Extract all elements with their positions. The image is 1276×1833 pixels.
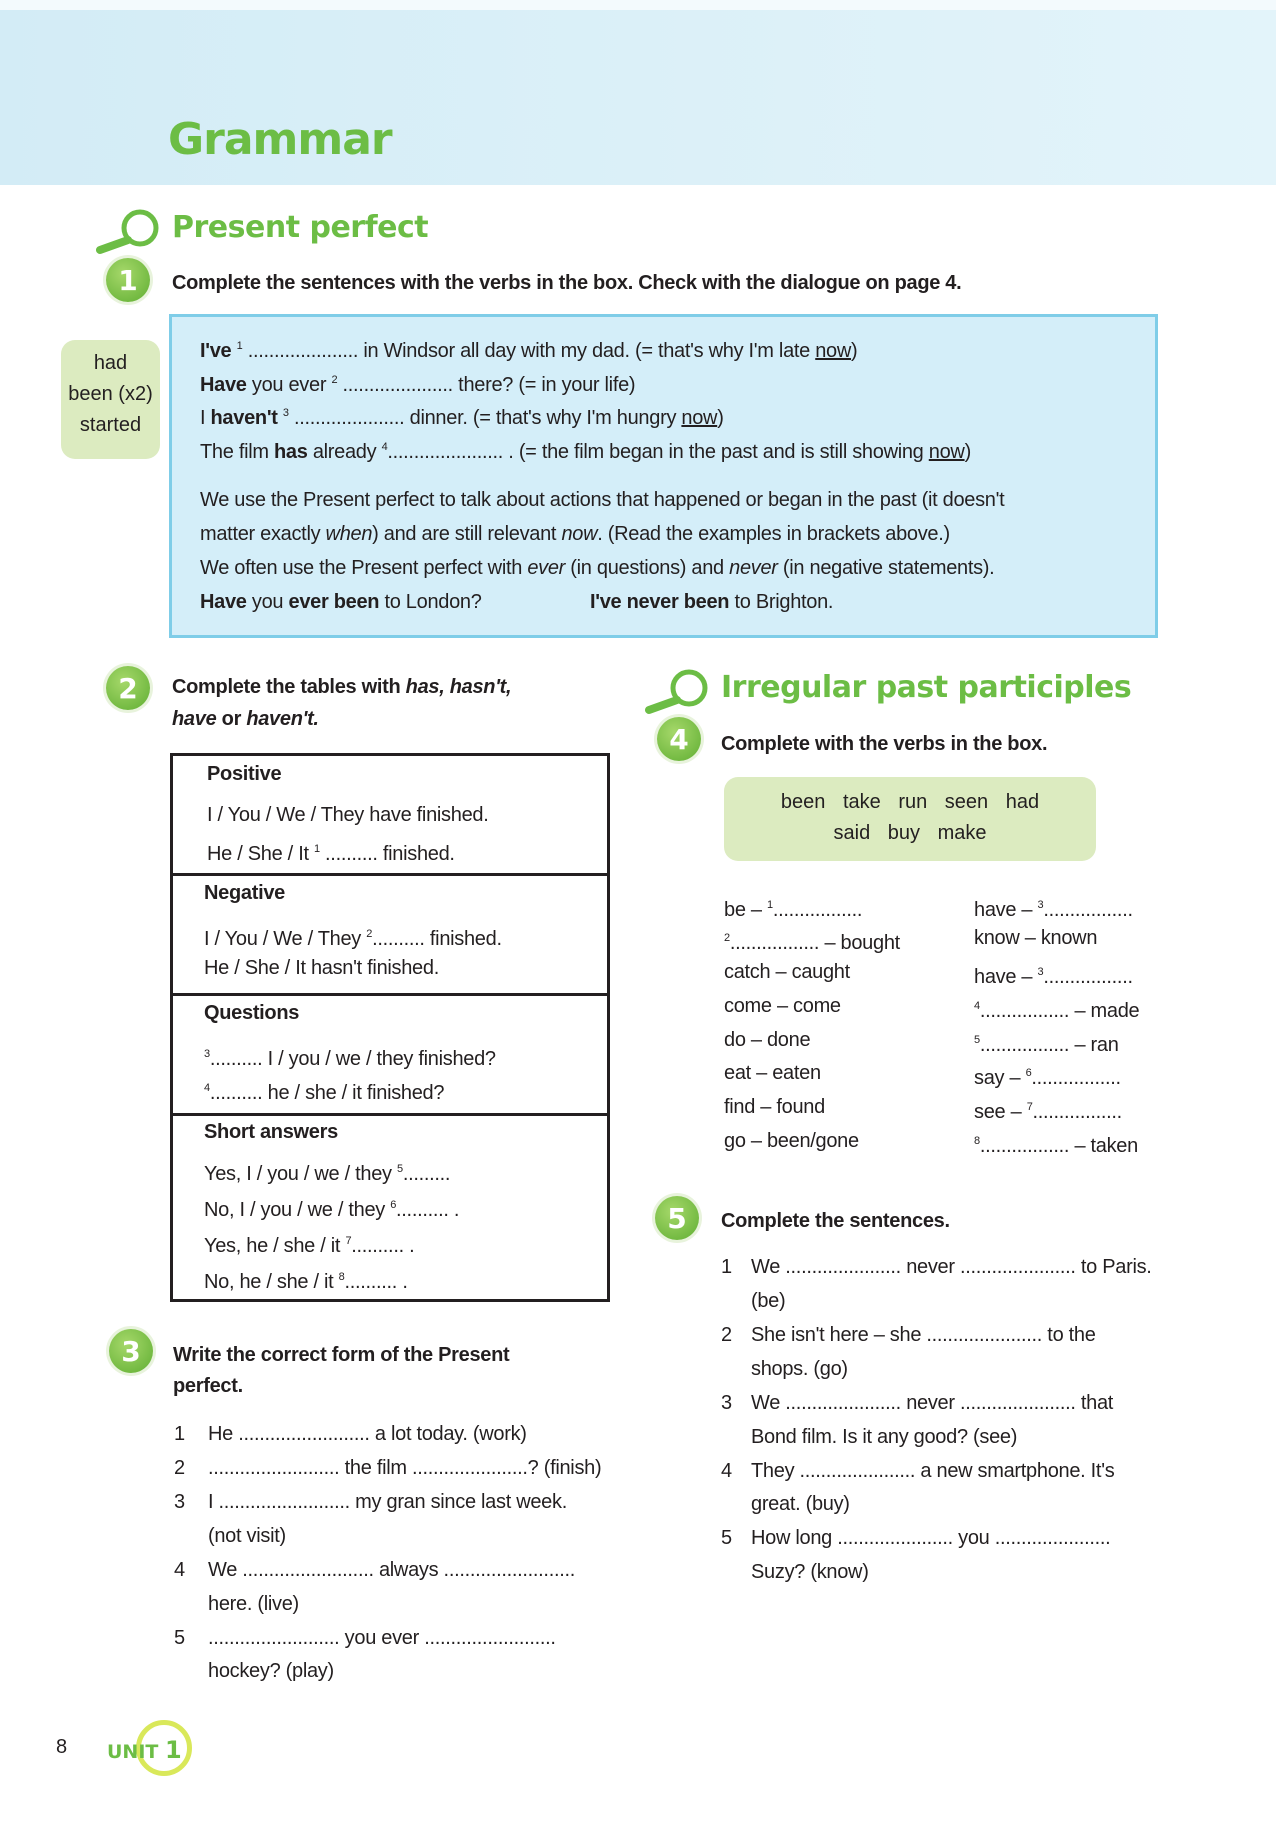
text-segment: shops. (go) <box>751 1358 848 1380</box>
gap-number: 5 <box>974 1034 980 1046</box>
text-segment: .......... . <box>396 1199 460 1221</box>
text-segment: ) and are still relevant <box>372 523 562 545</box>
exercise-2-instruction <box>172 675 511 699</box>
table-row <box>204 922 502 951</box>
gap-number: 3 <box>1037 899 1044 911</box>
text-segment: .......... finished. <box>319 843 455 865</box>
gap-number: 4 <box>381 441 388 453</box>
gap-number: 7 <box>1026 1101 1033 1113</box>
gap-number: 3 <box>204 1048 210 1060</box>
exercise-item <box>751 1459 1114 1483</box>
text-segment: see – <box>974 1101 1027 1123</box>
verb: had <box>93 352 128 374</box>
page-number: 8 <box>56 1736 68 1758</box>
text-segment: ......................... the film ......................? (finish) <box>208 1457 602 1479</box>
magnifier-icon <box>94 208 162 256</box>
text-segment: No, he / she / it <box>204 1271 339 1293</box>
text-segment: .......... . <box>344 1271 408 1293</box>
exercise-1-instruction: Complete the sentences with the verbs in the box. Check with the dialogue on page 4. <box>172 272 962 294</box>
text-segment: or <box>216 708 247 730</box>
exercise-item <box>208 1456 601 1480</box>
text-segment: He ......................... a lot today. (work) <box>208 1423 527 1445</box>
gap-number: 2 <box>366 928 373 940</box>
text-segment: We ...................... never ...................... to Paris. <box>751 1256 1152 1278</box>
text-segment: ) <box>851 340 858 362</box>
divider <box>170 1113 610 1116</box>
text-segment: have – <box>974 966 1038 988</box>
exercise-number-badge: 1 <box>106 258 150 302</box>
text-segment: (be) <box>751 1290 786 1312</box>
exercise-3-instruction: Write the correct form of the Present <box>173 1344 510 1366</box>
text-segment: eat – eaten <box>724 1062 821 1084</box>
exercise-4-instruction: Complete with the verbs in the box. <box>721 733 1048 755</box>
exercise-item <box>751 1391 1113 1415</box>
text-segment: Have <box>200 374 247 396</box>
text-segment: He / She / It hasn't finished. <box>204 957 439 979</box>
unit-number: 1 <box>164 1736 182 1764</box>
text-segment: has <box>273 441 308 463</box>
text-segment: ......... <box>402 1163 451 1185</box>
text-segment: I / You / We / They <box>204 928 367 950</box>
text-segment: have – <box>974 899 1038 921</box>
text-segment: (in negative statements). <box>777 557 995 579</box>
text-segment: Yes, he / she / it <box>204 1235 346 1257</box>
text-segment: do – done <box>724 1029 811 1051</box>
text-segment: ..................... dinner. (= that's why I'm hungry <box>288 407 682 429</box>
text-segment: never <box>729 557 778 579</box>
example-line <box>200 435 971 464</box>
text-segment: when <box>325 523 373 545</box>
exercise-number-badge: 3 <box>109 1329 153 1373</box>
text-segment: Suzy? (know) <box>751 1561 869 1583</box>
text-segment: be – <box>724 899 767 921</box>
table-row <box>204 1076 444 1105</box>
participle-item <box>724 893 862 922</box>
participle-item <box>724 926 900 955</box>
gap-number: 8 <box>974 1135 980 1147</box>
exercise-2-instruction <box>172 707 319 731</box>
exercise-item <box>208 1592 299 1616</box>
item-number: 3 <box>174 1491 185 1513</box>
text-segment: ................. <box>772 899 863 921</box>
example-line <box>590 590 833 614</box>
exercise-item <box>751 1560 869 1584</box>
text-segment: haven't. <box>246 708 319 730</box>
participle-item <box>974 893 1133 922</box>
text-segment: ever been <box>288 591 380 613</box>
text-segment: ..................... in Windsor all day with my dad. (= that's why I'm late <box>242 340 816 362</box>
example-line <box>200 590 482 614</box>
table-row <box>207 803 488 827</box>
table-row <box>204 1157 450 1186</box>
gap-number: 3 <box>282 407 289 419</box>
exercise-3-instruction: perfect. <box>173 1375 243 1397</box>
item-number: 1 <box>174 1423 185 1445</box>
gap-number: 6 <box>390 1199 397 1211</box>
magnifier-icon <box>643 668 711 716</box>
table-row <box>204 1193 459 1222</box>
item-number: 2 <box>174 1457 185 1479</box>
participle-item <box>724 960 850 984</box>
text-segment: now <box>561 523 598 545</box>
text-segment: We use the Present perfect to talk about actions that happened or began in the past (it doesn't <box>200 489 1005 511</box>
item-number: 2 <box>721 1324 732 1346</box>
item-number: 4 <box>721 1460 732 1482</box>
participle-item <box>974 1095 1122 1124</box>
section-title-present-perfect: Present perfect <box>172 210 429 245</box>
section-title-irregular: Irregular past participles <box>721 670 1132 705</box>
exercise-item <box>208 1626 556 1650</box>
text-segment: (not visit) <box>208 1525 286 1547</box>
text-segment: ever <box>527 557 566 579</box>
text-segment: now <box>928 441 965 463</box>
text-segment: you <box>246 591 289 613</box>
example-line <box>200 368 635 397</box>
table-heading: Short answers <box>204 1121 338 1143</box>
text-segment: ................. <box>1031 1067 1121 1089</box>
text-segment: ................. – ran <box>979 1034 1119 1056</box>
exercise-item <box>208 1659 334 1683</box>
table-heading: Questions <box>204 1002 300 1024</box>
exercise-number-badge: 4 <box>657 717 701 761</box>
participle-item <box>974 1129 1138 1158</box>
text-segment: go – been/gone <box>724 1130 859 1152</box>
gap-number: 4 <box>204 1082 210 1094</box>
verb-box-1 <box>61 340 160 459</box>
text-segment: now <box>815 340 852 362</box>
verb-box-4 <box>724 777 1096 861</box>
text-segment: He / She / It <box>207 843 314 865</box>
text-segment: How long ...................... you ...................... <box>751 1527 1111 1549</box>
text-segment: ................. – made <box>979 1000 1140 1022</box>
exercise-item <box>208 1422 527 1446</box>
text-segment: haven't <box>210 407 278 429</box>
unit-text: UNIT <box>107 1741 159 1763</box>
text-segment: catch – caught <box>724 961 850 983</box>
exercise-item <box>751 1357 848 1381</box>
exercise-item <box>208 1558 575 1582</box>
text-segment: ) <box>717 407 724 429</box>
table-heading: Negative <box>204 882 285 904</box>
gap-number: 6 <box>1025 1067 1032 1079</box>
table-row <box>204 1042 496 1071</box>
exercise-item <box>208 1524 286 1548</box>
text-segment: I ......................... my gran since last week. <box>208 1491 567 1513</box>
text-segment: ......................... you ever ......................... <box>208 1627 556 1649</box>
text-segment: Bond film. Is it any good? (see) <box>751 1426 1018 1448</box>
text-segment: No, I / you / we / they <box>204 1199 391 1221</box>
text-segment: to London? <box>379 591 482 613</box>
example-line <box>200 334 857 363</box>
exercise-item <box>751 1255 1152 1279</box>
gap-number: 8 <box>338 1271 345 1283</box>
text-segment: ................. <box>1043 899 1133 921</box>
gap-number: 7 <box>345 1235 352 1247</box>
divider <box>170 993 610 996</box>
text-segment: .......... . <box>351 1235 415 1257</box>
page-title: Grammar <box>168 114 392 165</box>
participle-item <box>974 960 1133 989</box>
item-number: 1 <box>721 1256 732 1278</box>
text-segment: Complete the tables with <box>172 676 406 698</box>
table-row <box>204 1265 408 1294</box>
text-segment: I've never been <box>590 591 730 613</box>
text-segment: Have <box>200 591 247 613</box>
exercise-item <box>751 1526 1110 1550</box>
top-strip <box>0 0 1276 10</box>
table-row <box>204 1229 414 1258</box>
divider <box>170 873 610 876</box>
example-line <box>200 401 724 430</box>
text-segment: She isn't here – she ...................... to the <box>751 1324 1096 1346</box>
item-number: 4 <box>174 1559 185 1581</box>
participle-item <box>974 1061 1121 1090</box>
item-number: 3 <box>721 1392 732 1414</box>
text-segment: ) <box>964 441 971 463</box>
text-segment: ..................... there? (= in your life) <box>337 374 636 396</box>
gap-number: 1 <box>313 843 320 855</box>
text-segment: has, hasn't, <box>405 676 512 698</box>
text-segment: . (Read the examples in brackets above.) <box>597 523 950 545</box>
text-segment: say – <box>974 1067 1026 1089</box>
text-segment: come – come <box>724 995 841 1017</box>
text-segment: have <box>172 708 217 730</box>
text-segment: .......... he / she / it finished? <box>209 1082 445 1104</box>
gap-number: 1 <box>766 899 773 911</box>
text-segment: here. (live) <box>208 1593 299 1615</box>
text-segment: ................. – taken <box>979 1135 1138 1157</box>
gap-number: 4 <box>974 1000 980 1012</box>
text-segment: already <box>307 441 382 463</box>
item-number: 5 <box>721 1527 732 1549</box>
text-segment: great. (buy) <box>751 1493 850 1515</box>
exercise-item <box>751 1492 850 1516</box>
unit-label <box>107 1736 182 1764</box>
exercise-item <box>208 1490 567 1514</box>
table-row <box>204 956 439 980</box>
exercise-item <box>751 1425 1017 1449</box>
participle-item <box>974 926 1097 950</box>
gap-number: 2 <box>331 374 338 386</box>
text-segment: We ......................... always ......................... <box>208 1559 575 1581</box>
participle-item <box>974 1028 1119 1057</box>
item-number: 5 <box>174 1627 185 1649</box>
participle-item <box>724 1095 825 1119</box>
text-segment: We ...................... never ...................... that <box>751 1392 1114 1414</box>
gap-number: 5 <box>396 1163 403 1175</box>
text-segment: .......... I / you / we / they finished? <box>209 1048 496 1070</box>
text-segment: find – found <box>724 1096 825 1118</box>
participle-item <box>724 1129 859 1153</box>
text-segment: now <box>681 407 718 429</box>
gap-number: 2 <box>724 932 730 944</box>
participle-item <box>724 994 841 1018</box>
text-segment: We often use the Present perfect with <box>200 557 528 579</box>
verb: started <box>79 414 142 436</box>
table-heading: Positive <box>207 763 282 785</box>
exercise-number-badge: 5 <box>655 1196 699 1240</box>
text-segment: I <box>200 407 211 429</box>
participle-item <box>724 1028 810 1052</box>
table-row <box>207 837 455 866</box>
rule-line <box>200 522 950 546</box>
text-segment: ................. <box>1043 966 1133 988</box>
participle-item <box>724 1061 821 1085</box>
verb-row: said buy make <box>833 822 987 844</box>
text-segment: matter exactly <box>200 523 326 545</box>
text-segment: ................. <box>1032 1101 1122 1123</box>
text-segment: ...................... . (= the film began in the past and is still showing <box>387 441 929 463</box>
exercise-item <box>751 1323 1096 1347</box>
text-segment: know – known <box>974 927 1098 949</box>
text-segment: Yes, I / you / we / they <box>204 1163 397 1185</box>
gap-number: 1 <box>236 340 243 352</box>
text-segment: The film <box>200 441 274 463</box>
text-segment: (in questions) and <box>565 557 730 579</box>
verb: been (x2) <box>68 383 153 405</box>
exercise-item <box>751 1289 785 1313</box>
text-segment: you ever <box>246 374 332 396</box>
text-segment: to Brighton. <box>729 591 834 613</box>
exercise-5-instruction: Complete the sentences. <box>721 1210 950 1232</box>
verb-row: been take run seen had <box>780 791 1040 813</box>
text-segment: .......... finished. <box>372 928 502 950</box>
rule-line <box>200 556 994 580</box>
gap-number: 3 <box>1037 966 1044 978</box>
text-segment: hockey? (play) <box>208 1660 334 1682</box>
participle-item <box>974 994 1139 1023</box>
text-segment: They ...................... a new smartphone. It's <box>751 1460 1115 1482</box>
text-segment: I've <box>200 340 232 362</box>
exercise-number-badge: 2 <box>106 666 150 710</box>
text-segment: ................. – bought <box>729 932 900 954</box>
rule-line <box>200 488 1004 512</box>
text-segment: I / You / We / They have finished. <box>207 804 489 826</box>
